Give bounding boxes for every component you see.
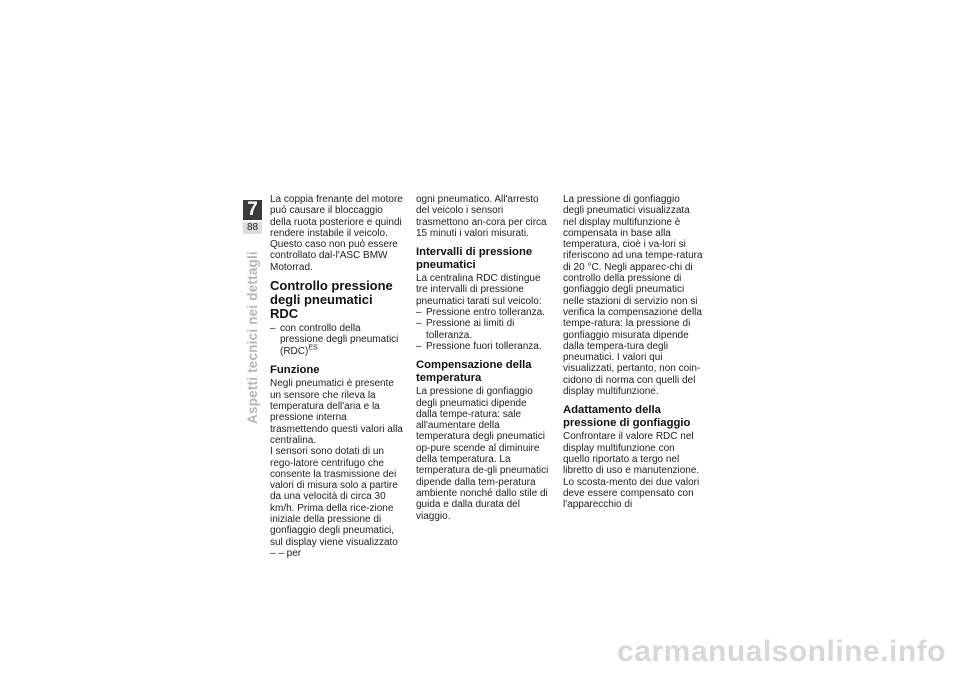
text-column-3 [563, 194, 703, 510]
watermark: carmanualsonline.info [617, 635, 946, 668]
text-column-1 [270, 194, 404, 559]
list-item-text: Pressione entro tolleranza. [426, 307, 545, 319]
subheading-compensazione: Compensazione della temperatura [416, 359, 532, 384]
intro-paragraph: La coppia frenante del motore può causare il bloccaggio della ruota posteriore e quindi rendere instabile il veicolo. Questo caso non può essere controllato dal-l'ASC BMW Motorrad. [270, 194, 403, 273]
dash-bullet: – [416, 318, 422, 330]
list-item [416, 318, 550, 341]
section-heading-rdc: Controllo pressione degli pneumatici RDC [270, 278, 393, 322]
text-column-2 [416, 194, 550, 522]
dash-bullet: – [416, 307, 422, 319]
subheading-funzione: Funzione [270, 363, 320, 376]
paragraph: Confrontare il valore RDC nel display multifunzione con quello riportato a tergo nel libretto di uso e manutenzione. Lo scosta-mento dei due valori deve essere compensato con l'apparecchio di [563, 431, 700, 511]
superscript-es: ES [308, 344, 318, 352]
list-item-text: con controllo della pressione degli pneumatici (RDC) [280, 323, 399, 357]
dash-bullet: – [416, 340, 422, 352]
list-item [270, 323, 404, 357]
paragraph: ogni pneumatico. All'arresto del veicolo i sensori trasmettono an-cora per circa 15 minuti i valori misurati. [416, 194, 547, 239]
subheading-intervalli: Intervalli di pressione pneumatici [416, 246, 533, 271]
paragraph: Negli pneumatici è presente un sensore che rileva la temperatura dell'aria e la pressione interna trasmettendo questi valori alla centralina. [270, 378, 403, 446]
subheading-adattamento: Adattamento della pressione di gonfiaggio [563, 404, 691, 429]
paragraph: La pressione di gonfiaggio degli pneumatici dipende dalla tempe-ratura: sale all'aumentare della temperatura degli pneumatici op-pure scende al diminuire della temperatura. La temperatura de-gli pneumatici dipende dalla tem-peratura ambiente nonché dallo stile di guida e dalla durata del viaggio. [416, 386, 549, 522]
chapter-title: Aspetti tecnici nei dettagli [245, 251, 260, 424]
list-item-text: Pressione fuori tolleranza. [426, 340, 542, 352]
paragraph: I sensori sono dotati di un rego-latore centrifugo che consente la trasmissione dei valori di misura solo a partire da una velocità di circa 30 km/h. Prima della rice-zione iniziale della pressione di gonfiaggio degli pneumatici, sul display viene visualizzato – – per [270, 446, 398, 559]
paragraph: La centralina RDC distingue tre intervalli di pressione pneumatici tarati sul veicolo: [416, 273, 542, 307]
dash-bullet: – [270, 323, 276, 335]
page-number: 88 [243, 222, 262, 234]
chapter-number: 7 [243, 200, 262, 220]
paragraph: La pressione di gonfiaggio degli pneumatici visualizzata nel display multifunzione è compensata in base alla temperatura, cioè i va-lori si riferiscono ad una tempe-ratura di 20 °C. Negli apparec-chi di controllo della pressione di gonfiaggio degli pneumatici nelle stazioni di servizio non si verifica la compensazione della tempe-ratura: la pressione di gonfiaggio misurata dipende dalla tempera-tura degli pneumatici. I valori qui visualizzati, pertanto, non coin-cidono di norma con quelli del display multifunzione. [563, 194, 703, 398]
list-item [416, 341, 550, 352]
list-item [416, 307, 550, 318]
list-item-text: Pressione ai limiti di tolleranza. [426, 318, 515, 341]
